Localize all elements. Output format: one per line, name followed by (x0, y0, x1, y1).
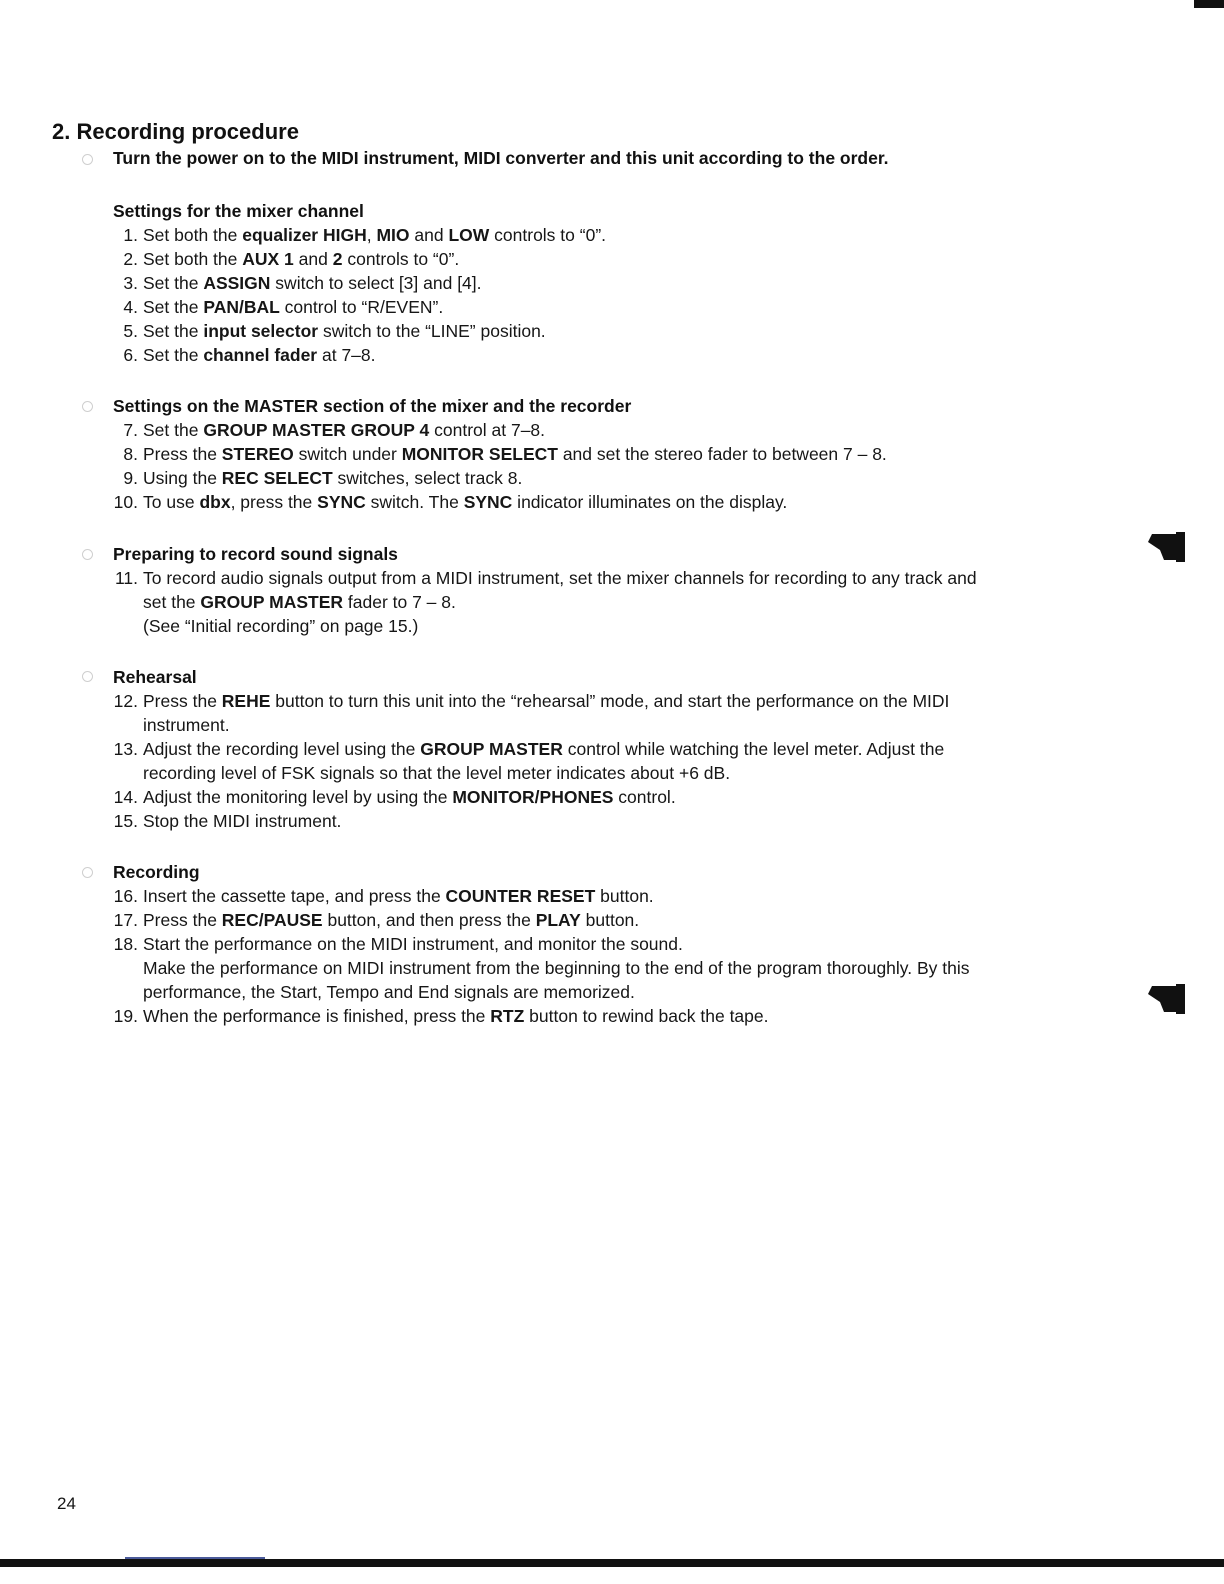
step-text: button to rewind back the tape. (524, 1006, 769, 1026)
step-number: 13. (113, 739, 138, 759)
step-text: performance, the Start, Tempo and End signals are memorized. (143, 982, 635, 1002)
bullet-icon (82, 549, 93, 560)
bold-term: channel fader (203, 345, 318, 365)
thumb-tab-icon (1142, 982, 1188, 1016)
subsection-heading: Settings for the mixer channel (113, 201, 364, 221)
bold-term: MIO (376, 225, 410, 245)
step-text: instrument. (143, 715, 230, 735)
step-text: at 7–8. (317, 345, 376, 365)
step-continuation (113, 713, 1113, 737)
bold-term: PAN/BAL (203, 297, 280, 317)
step-text: and (293, 249, 333, 269)
bold-term: REC SELECT (221, 468, 333, 488)
bold-term: REHE (221, 691, 271, 711)
section-master (113, 394, 1113, 514)
step-text: Adjust the recording level using the (143, 739, 421, 759)
page-number: 24 (57, 1494, 76, 1513)
step-item (113, 689, 1113, 713)
step-number: 4. (123, 297, 138, 317)
step-text: Press the (143, 910, 222, 930)
step-number: 3. (123, 273, 138, 293)
bold-term: GROUP MASTER (200, 592, 344, 612)
step-text: control. (613, 787, 676, 807)
section-mixer-channel (113, 199, 1113, 367)
step-number: 17. (113, 910, 138, 930)
step-text: control while watching the level meter. Adjust the (562, 739, 945, 759)
step-text: and (409, 225, 449, 245)
step-text: Set the (143, 420, 204, 440)
step-text: control to “R/EVEN”. (279, 297, 444, 317)
step-item (113, 466, 1113, 490)
step-text: controls to “0”. (342, 249, 460, 269)
step-item (113, 809, 1113, 833)
step-text: button. (580, 910, 640, 930)
bold-term: AUX 1 (242, 249, 294, 269)
step-number: 9. (123, 468, 138, 488)
step-text: button, and then press the (322, 910, 536, 930)
step-text: To record audio signals output from a MIDI instrument, set the mixer channels for recording to any track and (143, 568, 977, 588)
step-continuation (113, 614, 1113, 638)
subsection-heading: Settings on the MASTER section of the mixer and the recorder (113, 396, 632, 416)
step-continuation (113, 590, 1113, 614)
bullet-icon (82, 671, 93, 682)
step-text: Adjust the monitoring level by using the (143, 787, 453, 807)
step-number: 7. (123, 420, 138, 440)
step-item (113, 319, 1113, 343)
step-number: 10. (113, 492, 138, 512)
step-text: switches, select track 8. (332, 468, 523, 488)
step-number: 16. (113, 886, 138, 906)
step-text: When the performance is finished, press the (143, 1006, 491, 1026)
step-item (113, 490, 1113, 514)
step-number: 15. (113, 811, 138, 831)
step-text: set the (143, 592, 201, 612)
thumb-tab-icon (1142, 530, 1188, 564)
corner-mark (1194, 0, 1224, 8)
step-item (113, 908, 1113, 932)
bold-term: STEREO (221, 444, 294, 464)
step-text: switch. The (365, 492, 464, 512)
step-number: 1. (123, 225, 138, 245)
step-item (113, 223, 1113, 247)
bold-term: RTZ (490, 1006, 525, 1026)
intro-text: Turn the power on to the MIDI instrument, MIDI converter and this unit according to the order. (113, 148, 889, 168)
step-number: 18. (113, 934, 138, 954)
step-item (113, 932, 1113, 956)
step-text: Using the (143, 468, 222, 488)
step-item (113, 737, 1113, 761)
bold-term: equalizer HIGH (242, 225, 367, 245)
step-item (113, 566, 1113, 590)
step-text: Set the (143, 321, 204, 341)
step-text: Press the (143, 444, 222, 464)
step-number: 19. (113, 1006, 138, 1026)
step-item (113, 884, 1113, 908)
step-text: Set the (143, 273, 204, 293)
step-text: Set the (143, 297, 204, 317)
step-text: and set the stereo fader to between 7 – 8. (557, 444, 887, 464)
step-item (113, 1004, 1113, 1028)
bold-term: input selector (203, 321, 319, 341)
section-title: 2. Recording procedure (52, 119, 299, 144)
step-continuation (113, 956, 1113, 980)
step-text: switch to the “LINE” position. (318, 321, 546, 341)
step-text: , (366, 225, 377, 245)
step-text: button to turn this unit into the “rehearsal” mode, and start the performance on the MIDI (270, 691, 950, 711)
step-number: 12. (113, 691, 138, 711)
step-item (113, 418, 1113, 442)
step-text: Make the performance on MIDI instrument from the beginning to the end of the program thoroughly. By this (143, 958, 970, 978)
bold-term: SYNC (463, 492, 513, 512)
step-number: 6. (123, 345, 138, 365)
step-continuation (113, 980, 1113, 1004)
step-text: , press the (230, 492, 318, 512)
bold-term: COUNTER RESET (445, 886, 596, 906)
bold-term: dbx (199, 492, 231, 512)
bold-term: ASSIGN (203, 273, 271, 293)
step-item (113, 785, 1113, 809)
bold-term: 2 (332, 249, 343, 269)
step-text: Insert the cassette tape, and press the (143, 886, 446, 906)
step-text: recording level of FSK signals so that the level meter indicates about +6 dB. (143, 763, 731, 783)
step-text: Set the (143, 345, 204, 365)
bold-term: GROUP MASTER (420, 739, 563, 759)
step-text: Stop the MIDI instrument. (143, 811, 342, 831)
step-text: Set both the (143, 249, 243, 269)
section-recording (113, 860, 1113, 1028)
bullet-icon (82, 867, 93, 878)
bold-term: LOW (448, 225, 490, 245)
bold-term: SYNC (317, 492, 366, 512)
bullet-icon (82, 154, 93, 165)
bold-term: PLAY (535, 910, 581, 930)
subsection-heading: Rehearsal (113, 667, 197, 687)
bottom-rule (0, 1559, 1224, 1567)
step-item (113, 295, 1113, 319)
step-item (113, 271, 1113, 295)
step-text: (See “Initial recording” on page 15.) (143, 616, 419, 636)
step-item (113, 343, 1113, 367)
step-text: To use (143, 492, 200, 512)
step-number: 5. (123, 321, 138, 341)
step-text: controls to “0”. (489, 225, 607, 245)
step-text: switch to select [3] and [4]. (270, 273, 482, 293)
step-number: 11. (114, 568, 138, 588)
subsection-heading: Preparing to record sound signals (113, 544, 398, 564)
bold-term: MONITOR/PHONES (452, 787, 614, 807)
step-text: Set both the (143, 225, 243, 245)
bold-term: REC/PAUSE (221, 910, 323, 930)
bullet-icon (82, 401, 93, 412)
step-text: fader to 7 – 8. (343, 592, 456, 612)
bold-term: GROUP MASTER GROUP 4 (203, 420, 430, 440)
step-text: indicator illuminates on the display. (512, 492, 788, 512)
subsection-heading: Recording (113, 862, 200, 882)
step-text: button. (595, 886, 654, 906)
step-text: switch under (293, 444, 402, 464)
step-text: Press the (143, 691, 222, 711)
step-text: control at 7–8. (429, 420, 546, 440)
section-preparing (113, 542, 1113, 638)
step-text: Start the performance on the MIDI instrument, and monitor the sound. (143, 934, 683, 954)
step-item (113, 442, 1113, 466)
step-item (113, 247, 1113, 271)
bold-term: MONITOR SELECT (401, 444, 558, 464)
step-number: 14. (113, 787, 138, 807)
step-number: 2. (123, 249, 138, 269)
section-rehearsal (113, 665, 1113, 833)
step-continuation (113, 761, 1113, 785)
step-number: 8. (123, 444, 138, 464)
